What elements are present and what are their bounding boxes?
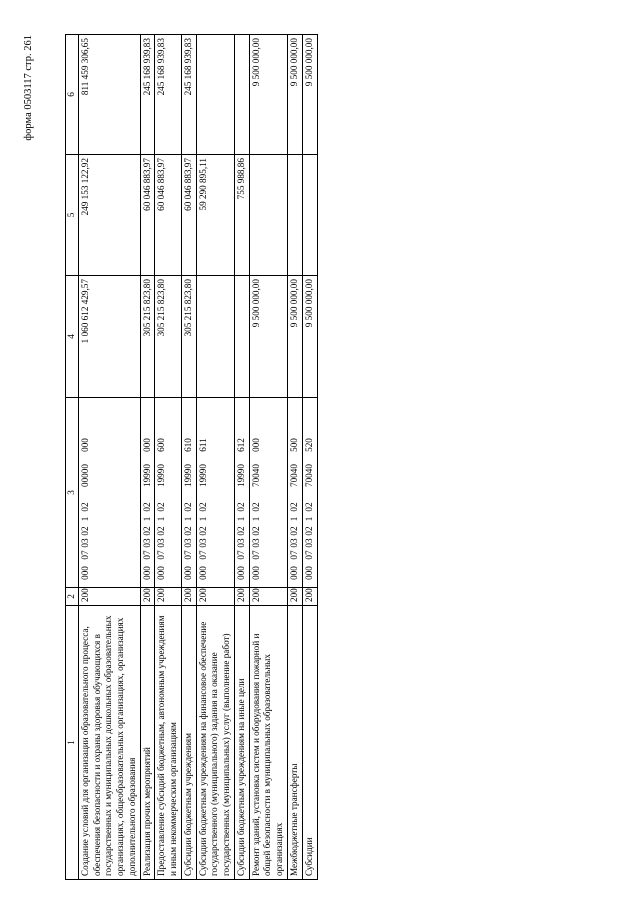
- budget-code-segment: 1: [197, 516, 208, 522]
- row-approved-amount: [196, 276, 234, 398]
- row-line-code: 200: [234, 588, 249, 606]
- budget-code-segment: 02: [141, 502, 152, 512]
- budget-code-segment: 611: [197, 438, 208, 452]
- budget-code-segment: 02: [303, 526, 314, 536]
- budget-code-segment: 03: [156, 538, 167, 548]
- budget-code-segment: 02: [182, 526, 193, 536]
- row-approved-amount: 9 500 000,00: [249, 276, 287, 398]
- row-budget-code: [234, 398, 249, 588]
- budget-code-segment: 02: [289, 502, 300, 512]
- row-name: Субсидии бюджетным учреждениям: [181, 606, 196, 880]
- row-approved-amount: [234, 276, 249, 398]
- budget-code-segment: 000: [250, 566, 261, 580]
- row-unexecuted-amount: 245 168 939,83: [140, 35, 155, 155]
- budget-code-segment: 03: [141, 538, 152, 548]
- table-body: [78, 35, 317, 880]
- budget-code-segment: 07: [303, 550, 314, 560]
- row-line-code: 200: [181, 588, 196, 606]
- budget-code-segment: 19990: [141, 464, 152, 487]
- row-line-code: 200: [249, 588, 287, 606]
- budget-code-segment: 02: [250, 502, 261, 512]
- budget-code-segment: 07: [250, 550, 261, 560]
- row-budget-code: [155, 398, 182, 588]
- row-budget-code: [196, 398, 234, 588]
- row-executed-amount: [302, 155, 317, 276]
- row-approved-amount: 9 500 000,00: [288, 276, 303, 398]
- budget-code-segment: 03: [303, 538, 314, 548]
- row-executed-amount: 249 153 122,92: [78, 155, 140, 276]
- table-row: [78, 35, 140, 880]
- budget-code-segment: 000: [141, 566, 152, 580]
- budget-code-segment: 02: [141, 526, 152, 536]
- budget-code-segment: 1: [289, 516, 300, 522]
- budget-code-segment: 02: [156, 502, 167, 512]
- budget-code-segment: 000: [303, 566, 314, 580]
- row-executed-amount: [288, 155, 303, 276]
- row-executed-amount: 60 046 883,97: [140, 155, 155, 276]
- budget-code-segment: 19990: [182, 464, 193, 487]
- budget-code-segment: 03: [235, 538, 246, 548]
- budget-code-segment: 520: [303, 438, 314, 452]
- budget-code-segment: 19990: [235, 464, 246, 487]
- row-name: Создание условий для организации образовательного процесса, обеспечения безопасности и охраны здоровья обучающихся в государственных и муниципальных дошкольных образовательных организациях, общеобразовательных организациях, организациях дополнительного образования: [78, 606, 140, 880]
- row-unexecuted-amount: [196, 35, 234, 155]
- table-row: [181, 35, 196, 880]
- budget-code-segment: 1: [182, 516, 193, 522]
- row-budget-code: [78, 398, 140, 588]
- budget-code-segment: 02: [197, 502, 208, 512]
- row-budget-code: [249, 398, 287, 588]
- column-header: 1: [66, 606, 79, 880]
- budget-code-segment: 000: [197, 566, 208, 580]
- column-header: 6: [66, 35, 79, 155]
- budget-code-segment: 000: [182, 566, 193, 580]
- row-executed-amount: 755 988,86: [234, 155, 249, 276]
- budget-code-segment: 1: [303, 516, 314, 522]
- row-name: Предоставление субсидий бюджетным, автономным учреждениям и иным некоммерческим организациям: [155, 606, 182, 880]
- budget-code-segment: 02: [79, 502, 90, 512]
- row-line-code: 200: [302, 588, 317, 606]
- budget-code-segment: 1: [141, 516, 152, 522]
- budget-code-segment: 000: [250, 438, 261, 452]
- row-unexecuted-amount: 245 168 939,83: [181, 35, 196, 155]
- row-executed-amount: 60 046 883,97: [181, 155, 196, 276]
- row-line-code: 200: [288, 588, 303, 606]
- budget-code-segment: 1: [250, 516, 261, 522]
- row-executed-amount: 60 046 883,97: [155, 155, 182, 276]
- budget-code-segment: 02: [79, 526, 90, 536]
- column-number-row: [66, 35, 79, 880]
- row-budget-code: [140, 398, 155, 588]
- budget-code-segment: 600: [156, 438, 167, 452]
- row-line-code: 200: [155, 588, 182, 606]
- budget-code-segment: 612: [235, 438, 246, 452]
- budget-code-segment: 03: [197, 538, 208, 548]
- column-header: 2: [66, 588, 79, 606]
- budget-code-segment: 03: [79, 538, 90, 548]
- budget-table: [65, 34, 318, 880]
- budget-code-segment: 19990: [197, 464, 208, 487]
- rotated-page: [23, 35, 625, 880]
- row-approved-amount: 9 500 000,00: [302, 276, 317, 398]
- budget-code-segment: 000: [156, 566, 167, 580]
- row-unexecuted-amount: 9 500 000,00: [288, 35, 303, 155]
- table-row: [302, 35, 317, 880]
- budget-code-segment: 02: [303, 502, 314, 512]
- budget-code-segment: 610: [182, 438, 193, 452]
- budget-code-segment: 70040: [250, 464, 261, 487]
- budget-code-segment: 1: [235, 516, 246, 522]
- column-header: 5: [66, 155, 79, 276]
- table-row: [288, 35, 303, 880]
- budget-code-segment: 02: [235, 526, 246, 536]
- row-approved-amount: 1 060 612 429,57: [78, 276, 140, 398]
- table-row: [196, 35, 234, 880]
- budget-code-segment: 07: [289, 550, 300, 560]
- table-row: [249, 35, 287, 880]
- row-approved-amount: 305 215 823,80: [140, 276, 155, 398]
- budget-code-segment: 000: [235, 566, 246, 580]
- row-name: Субсидии бюджетным учреждениям на финансовое обеспечение государственного (муниципального) задания на оказание государственных (муниципальных) услуг (выполнение работ): [196, 606, 234, 880]
- budget-code-segment: 70040: [303, 464, 314, 487]
- form-code-label: форма 0503117 стр. 261: [23, 35, 34, 141]
- row-unexecuted-amount: 811 459 306,65: [78, 35, 140, 155]
- budget-code-segment: 000: [79, 438, 90, 452]
- budget-code-segment: 07: [182, 550, 193, 560]
- row-approved-amount: 305 215 823,80: [181, 276, 196, 398]
- column-header: 4: [66, 276, 79, 398]
- row-name: Субсидии бюджетным учреждениям на иные цели: [234, 606, 249, 880]
- budget-code-segment: 07: [197, 550, 208, 560]
- budget-code-segment: 02: [250, 526, 261, 536]
- column-header: 3: [66, 398, 79, 588]
- budget-code-segment: 000: [79, 566, 90, 580]
- row-name: Субсидии: [302, 606, 317, 880]
- row-approved-amount: 305 215 823,80: [155, 276, 182, 398]
- row-unexecuted-amount: [234, 35, 249, 155]
- row-unexecuted-amount: 245 168 939,83: [155, 35, 182, 155]
- budget-code-segment: 19990: [156, 464, 167, 487]
- row-unexecuted-amount: 9 500 000,00: [249, 35, 287, 155]
- budget-code-segment: 03: [182, 538, 193, 548]
- budget-code-segment: 500: [289, 438, 300, 452]
- budget-code-segment: 07: [235, 550, 246, 560]
- row-line-code: 200: [196, 588, 234, 606]
- row-budget-code: [181, 398, 196, 588]
- budget-code-segment: 02: [182, 502, 193, 512]
- budget-code-segment: 1: [156, 516, 167, 522]
- budget-code-segment: 02: [197, 526, 208, 536]
- row-name: Межбюджетные трансферты: [288, 606, 303, 880]
- budget-code-segment: 02: [235, 502, 246, 512]
- budget-code-segment: 03: [289, 538, 300, 548]
- budget-code-segment: 02: [289, 526, 300, 536]
- table-row: [140, 35, 155, 880]
- row-line-code: 200: [78, 588, 140, 606]
- row-name: Реализация прочих мероприятий: [140, 606, 155, 880]
- budget-code-segment: 03: [250, 538, 261, 548]
- budget-code-segment: 1: [79, 516, 90, 522]
- budget-code-segment: 000: [141, 438, 152, 452]
- row-unexecuted-amount: 9 500 000,00: [302, 35, 317, 155]
- budget-code-segment: 02: [156, 526, 167, 536]
- row-executed-amount: 59 290 895,11: [196, 155, 234, 276]
- budget-code-segment: 000: [289, 566, 300, 580]
- budget-code-segment: 07: [141, 550, 152, 560]
- table-row: [155, 35, 182, 880]
- budget-code-segment: 00000: [79, 464, 90, 487]
- row-line-code: 200: [140, 588, 155, 606]
- budget-code-segment: 07: [79, 550, 90, 560]
- budget-code-segment: 70040: [289, 464, 300, 487]
- row-executed-amount: [249, 155, 287, 276]
- row-name: Ремонт зданий, установка систем и оборудования пожарной и общей безопасности в муниципальных образовательных организациях: [249, 606, 287, 880]
- row-budget-code: [302, 398, 317, 588]
- budget-code-segment: 07: [156, 550, 167, 560]
- row-budget-code: [288, 398, 303, 588]
- table-row: [234, 35, 249, 880]
